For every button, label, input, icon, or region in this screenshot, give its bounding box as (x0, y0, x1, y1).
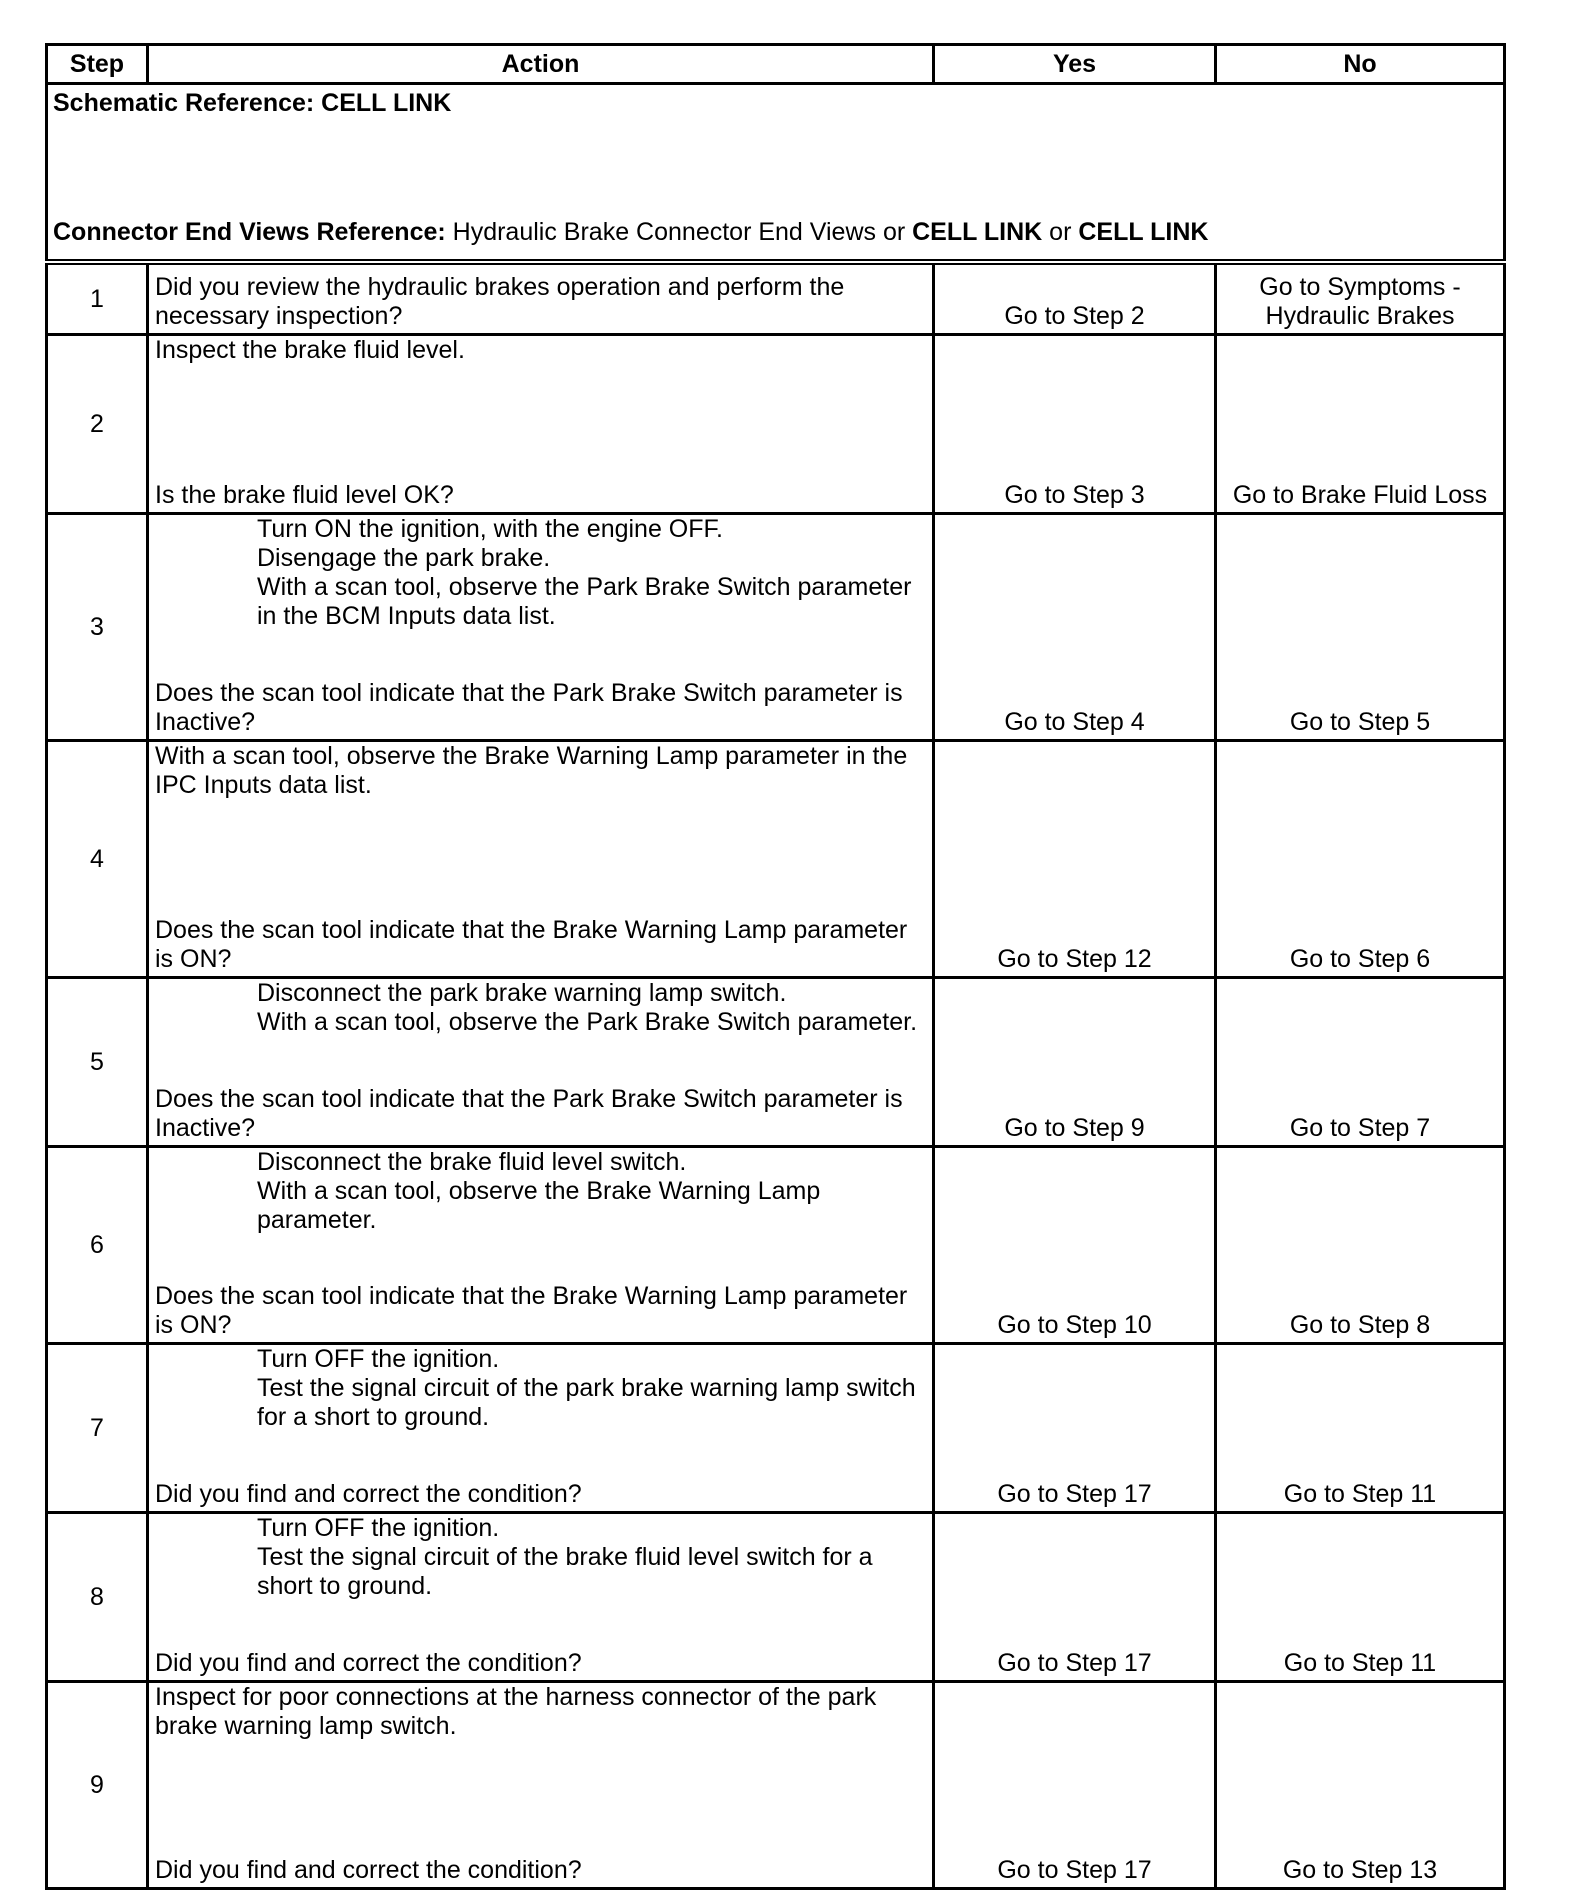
action-content (155, 1148, 926, 1340)
action-content (155, 336, 926, 510)
yes-result[interactable]: Go to Step 3 (934, 335, 1216, 514)
action-instructions (155, 515, 926, 631)
table-row (47, 1147, 1505, 1344)
table-row (47, 1513, 1505, 1682)
action-instructions (155, 742, 926, 800)
instruction-text: Turn ON the ignition, with the engine OFF. (257, 515, 723, 543)
instruction-text: Disconnect the brake fluid level switch. (257, 1148, 687, 1176)
table-row (47, 1344, 1505, 1513)
action-instructions (155, 1345, 926, 1432)
instruction-text: Test the signal circuit of the brake fluid level switch for a short to ground. (257, 1543, 880, 1600)
schematic-reference: Schematic Reference: CELL LINK (53, 89, 452, 117)
no-result[interactable]: Go to Step 11 (1216, 1513, 1505, 1682)
instruction-text: Turn OFF the ignition. (257, 1514, 500, 1542)
table-row (47, 335, 1505, 514)
instruction-text: Disengage the park brake. (257, 544, 551, 572)
action-content (155, 1345, 926, 1509)
instruction-text: Inspect the brake fluid level. (155, 336, 465, 364)
no-result[interactable]: Go to Step 11 (1216, 1344, 1505, 1513)
table-row (47, 1682, 1505, 1889)
table-row (47, 514, 1505, 741)
action-cell (148, 1147, 934, 1344)
no-result[interactable]: Go to Step 13 (1216, 1682, 1505, 1889)
yes-result[interactable]: Go to Step 12 (934, 741, 1216, 978)
connector-end-views-reference (53, 218, 1498, 247)
no-result[interactable]: Go to Step 8 (1216, 1147, 1505, 1344)
action-instructions (155, 979, 926, 1037)
step-number: 8 (47, 1513, 148, 1682)
instruction-text: With a scan tool, observe the Brake Warning Lamp parameter in the IPC Inputs data list. (155, 742, 915, 799)
action-content (155, 1514, 926, 1678)
instruction-text: With a scan tool, observe the Park Brake Switch parameter in the BCM Inputs data list. (257, 573, 919, 630)
connector-ref-text2: or (1042, 218, 1079, 246)
no-result[interactable]: Go to Step 7 (1216, 978, 1505, 1147)
action-question: Does the scan tool indicate that the Park Brake Switch parameter is Inactive? (155, 679, 910, 736)
no-result[interactable]: Go to Step 6 (1216, 741, 1505, 978)
connector-ref-link1[interactable]: CELL LINK (912, 218, 1043, 246)
action-question: Is the brake fluid level OK? (155, 481, 454, 509)
reference-row (47, 84, 1505, 263)
header-no: No (1216, 45, 1505, 84)
action-question: Does the scan tool indicate that the Park Brake Switch parameter is Inactive? (155, 1085, 910, 1142)
action-cell (148, 262, 934, 335)
instruction-text: Turn OFF the ignition. (257, 1345, 500, 1373)
action-cell (148, 1513, 934, 1682)
action-cell (148, 335, 934, 514)
action-content (155, 265, 926, 331)
action-cell (148, 1344, 934, 1513)
table-row (47, 262, 1505, 335)
yes-result[interactable]: Go to Step 2 (934, 262, 1216, 335)
action-cell (148, 1682, 934, 1889)
instruction-text: Disconnect the park brake warning lamp switch. (257, 979, 787, 1007)
table-header-row (47, 45, 1505, 84)
action-instructions (155, 1148, 926, 1235)
header-action: Action (148, 45, 934, 84)
step-number: 7 (47, 1344, 148, 1513)
yes-result[interactable]: Go to Step 17 (934, 1344, 1216, 1513)
step-number: 6 (47, 1147, 148, 1344)
action-question: Does the scan tool indicate that the Brake Warning Lamp parameter is ON? (155, 916, 915, 973)
action-content (155, 979, 926, 1143)
action-instructions (155, 336, 926, 365)
step-number: 5 (47, 978, 148, 1147)
yes-result[interactable]: Go to Step 4 (934, 514, 1216, 741)
no-result[interactable]: Go to Brake Fluid Loss (1216, 335, 1505, 514)
action-instructions (155, 1683, 926, 1741)
yes-result[interactable]: Go to Step 9 (934, 978, 1216, 1147)
action-content (155, 742, 926, 974)
action-instructions (155, 1514, 926, 1601)
step-number: 9 (47, 1682, 148, 1889)
instruction-text: With a scan tool, observe the Brake Warning Lamp parameter. (257, 1177, 828, 1234)
no-result[interactable]: Go to Symptoms - Hydraulic Brakes (1216, 262, 1505, 335)
instruction-text: Inspect for poor connections at the harness connector of the park brake warning lamp switch. (155, 1683, 884, 1740)
step-number: 2 (47, 335, 148, 514)
action-cell (148, 741, 934, 978)
header-step: Step (47, 45, 148, 84)
yes-result[interactable]: Go to Step 17 (934, 1513, 1216, 1682)
step-number: 3 (47, 514, 148, 741)
reference-cell (47, 84, 1505, 263)
yes-result[interactable]: Go to Step 17 (934, 1682, 1216, 1889)
diagnostic-table (45, 43, 1506, 1890)
connector-ref-label: Connector End Views Reference: (53, 218, 446, 246)
step-number: 1 (47, 262, 148, 335)
connector-ref-text1: Hydraulic Brake Connector End Views or (445, 218, 913, 246)
table-row (47, 741, 1505, 978)
action-cell (148, 978, 934, 1147)
instruction-text: With a scan tool, observe the Park Brake Switch parameter. (257, 1008, 918, 1036)
yes-result[interactable]: Go to Step 10 (934, 1147, 1216, 1344)
instruction-text: Test the signal circuit of the park brake warning lamp switch for a short to ground. (257, 1374, 923, 1431)
action-question: Did you find and correct the condition? (155, 1649, 582, 1677)
action-question: Does the scan tool indicate that the Brake Warning Lamp parameter is ON? (155, 1282, 915, 1339)
action-content (155, 1683, 926, 1885)
step-number: 4 (47, 741, 148, 978)
action-question: Did you find and correct the condition? (155, 1856, 582, 1884)
table-row (47, 978, 1505, 1147)
diagnostic-table-container (45, 43, 1503, 1890)
connector-ref-link2[interactable]: CELL LINK (1078, 218, 1209, 246)
action-question: Did you review the hydraulic brakes operation and perform the necessary inspection? (155, 273, 852, 330)
action-content (155, 515, 926, 737)
action-cell (148, 514, 934, 741)
action-question: Did you find and correct the condition? (155, 1480, 582, 1508)
header-yes: Yes (934, 45, 1216, 84)
no-result[interactable]: Go to Step 5 (1216, 514, 1505, 741)
